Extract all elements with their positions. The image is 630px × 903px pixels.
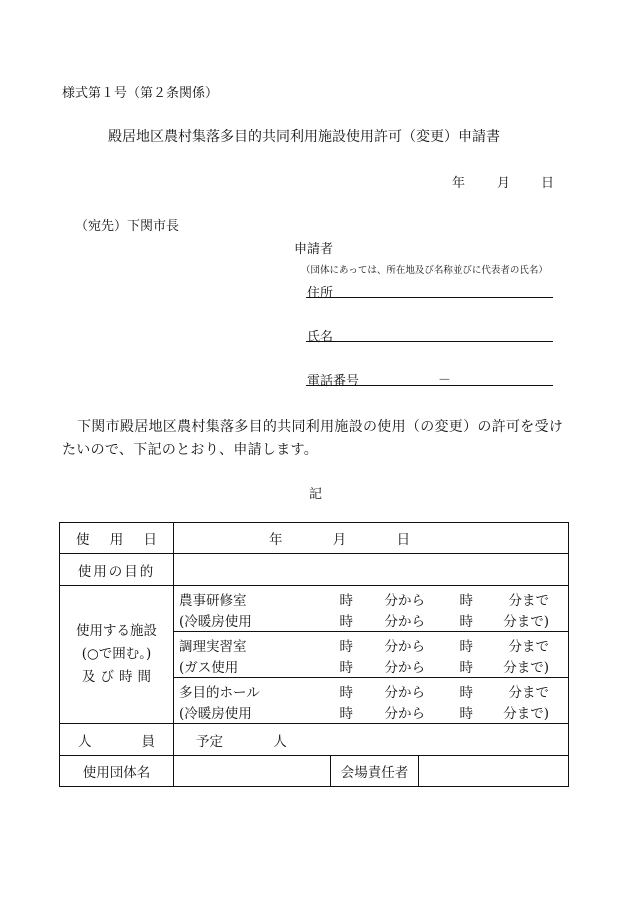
body-text-2: たいので、下記のとおり、申請します。 bbox=[62, 442, 318, 458]
facility-options bbox=[174, 586, 569, 724]
date-month: 月 bbox=[497, 176, 511, 191]
name-line[interactable] bbox=[306, 341, 553, 342]
address-label: 住所 bbox=[307, 286, 334, 301]
purpose-value[interactable] bbox=[174, 554, 569, 586]
manager-label: 会場責任者 bbox=[331, 756, 419, 787]
facility-block-multipurpose-hall[interactable]: 多目的ホール 時 分から 時 分まで (冷暖房使用 時 分から 時 分まで) bbox=[179, 684, 549, 722]
use-date-label: 使 用 日 bbox=[60, 523, 174, 554]
row-group bbox=[60, 756, 569, 787]
group-label: 使用団体名 bbox=[60, 756, 174, 787]
people-label: 人 員 bbox=[60, 724, 174, 756]
purpose-label: 使用の目的 bbox=[60, 554, 174, 586]
phone-label: 電話番号 bbox=[307, 374, 360, 389]
body-text-1: 下関市殿居地区農村集落多目的共同利用施設の使用（の変更）の許可を受け bbox=[77, 419, 564, 435]
facility-block-cooking-room[interactable]: 調理実習室 時 分から 時 分まで (ガス使用 時 分から 時 分まで) bbox=[174, 632, 568, 678]
people-value[interactable]: 予定 人 bbox=[174, 724, 569, 756]
name-label: 氏名 bbox=[307, 330, 334, 345]
application-table bbox=[59, 522, 569, 787]
applicant-note: （団体にあっては、所在地及び名称並びに代表者の氏名） bbox=[301, 265, 548, 276]
address-line[interactable] bbox=[306, 297, 553, 298]
manager-value[interactable] bbox=[419, 756, 569, 787]
date-year: 年 bbox=[452, 176, 466, 191]
form-number: 様式第１号（第２条関係） bbox=[62, 86, 219, 101]
group-value[interactable] bbox=[174, 756, 331, 787]
row-facilities bbox=[60, 586, 569, 724]
phone-dash: － bbox=[438, 373, 452, 388]
row-people bbox=[60, 724, 569, 756]
facility-block-training-room[interactable]: 農事研修室 時 分から 時 分まで (冷暖房使用 時 分から 時 分まで) bbox=[174, 586, 568, 632]
ki-heading: 記 bbox=[309, 487, 323, 502]
addressee: （宛先）下関市長 bbox=[75, 219, 180, 234]
applicant-heading: 申請者 bbox=[294, 242, 334, 257]
use-date-value[interactable]: 年 月 日 bbox=[174, 523, 569, 554]
facility-label: 使用する施設 (○で囲む。) 及 び 時 間 bbox=[60, 586, 174, 724]
row-use-date bbox=[60, 523, 569, 554]
document-title: 殿居地区農村集落多目的共同利用施設使用許可（変更）申請書 bbox=[108, 129, 500, 145]
row-purpose bbox=[60, 554, 569, 586]
date-day: 日 bbox=[541, 176, 555, 191]
phone-line[interactable] bbox=[306, 385, 553, 386]
